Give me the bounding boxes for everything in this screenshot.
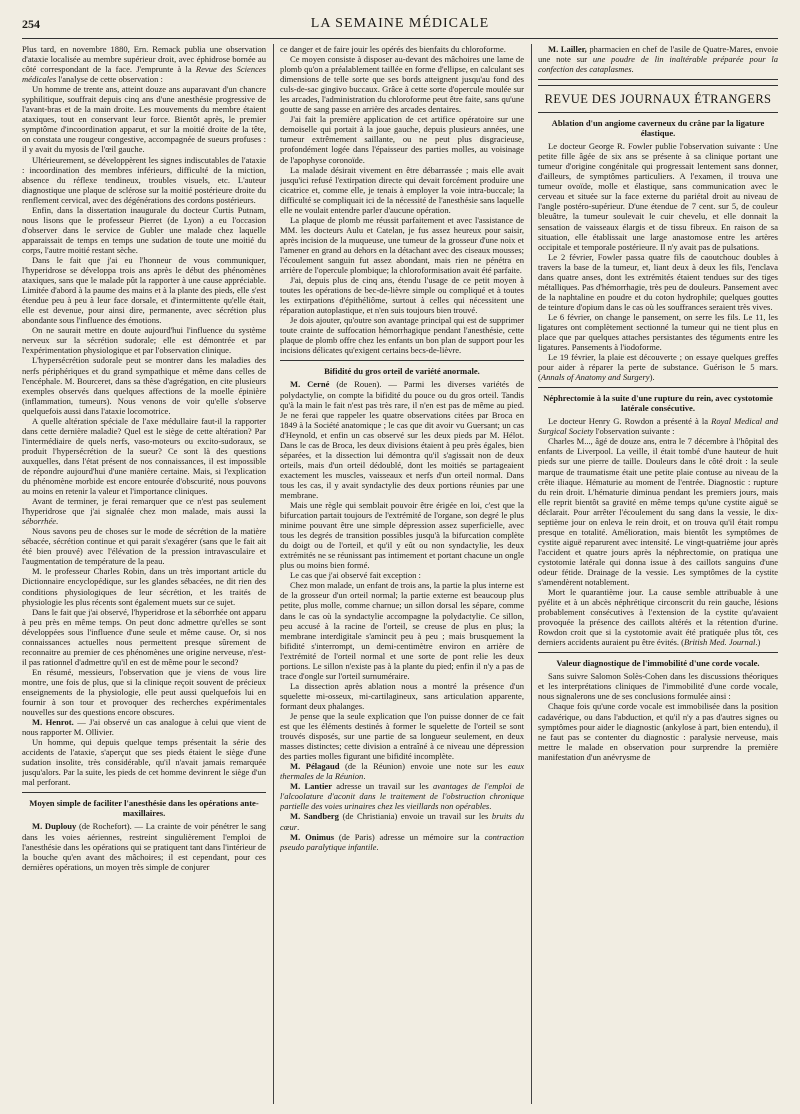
paragraph: En résumé, messieurs, l'observation que je viens de vous lire montre, une fois de plus, que si la clinique reçoit souvent de précieux enseignements de la physiologie, elle peut aussi quelquefois lui en fournir à son tour et provoquer des recherches expérimentales nouvelles sur des questions encore obscures. xyxy=(22,666,266,718)
column-divider xyxy=(273,44,274,1104)
paragraph: Charles M..., âgé de douze ans, entra le 7 décembre à l'hôpital des enfants de Liverpool. La veille, il était tombé d'une hauteur de huit pieds sur une pierre de taille. Douleurs dans le côté droit : la seule marque de traumatisme était une petite plaie contuse au niveau de la crête iliaque. Hématurie au moment de l'entrée. Diagnostic : rupture du rein droit. L'hématurie diminua pendant les premiers jours, mais elle reprit bientôt sa gravité en même temps qu'une cystite aiguë se déclarait. Pour arrêter l'écoulement du sang dans la vessie, le dix-septième jour on enleva le rein droit, et on trouva qu'il était rompu presque en totalité. Amélioration, mais bientôt les symptômes de cystite aiguë reparurent avec intensité. Le vingt-quatrième jour après l'accident et quatre jours après la néphrectomie, on pratiqua une cystotomie latérale qui donna issue à des caillots sanguins d'une odeur fétide. Drainage de la vessie. Les symptômes de la cystite s'amendèrent notablement. xyxy=(538,436,778,588)
paragraph: Avant de terminer, je ferai remarquer que ce n'est pas seulement l'hyperidrose que j'ai signalée chez mon malade, mais aussi la séborrhée. xyxy=(22,496,266,527)
paragraph: Le 19 février, la plaie est découverte ; on essaye quelques greffes pour aider à réparer la perte de substance. Guérison le 5 mars. (Annals of Anatomy and Surgery). xyxy=(538,352,778,383)
paragraph: Enfin, dans la dissertation inaugurale du docteur Curtis Putnam, nous lisons que le professeur Pierret (de Lyon) a eu l'occasion d'observer dans le service de Gubler une malade chez laquelle apparaissait de temps en temps une sudation de toute une moitié du corps, l'autre moitié restant sèche. xyxy=(22,204,266,255)
section-divider xyxy=(538,112,778,113)
paragraph: Plus tard, en novembre 1880, Ern. Remack publia une observation d'ataxie localisée au membre supérieur droit, avec éphidrose bornée au côté correspondant de la face. J'emprunte à la Revue des Sciences médicales l'analyse de cette observation : xyxy=(22,44,266,85)
paragraph: Chaque fois qu'une corde vocale est immobilisée dans la position cadavérique, ou dans l'abduction, et qu'il n'y a pas d'autres signes ou symptômes pour aider le diagnostic (ankylose à part, bien entendu), il ne faut pas se contenter du diagnostic : paralysie nerveuse, mais mettre le malade en observation pour surprendre la première manifestation d'un anévrysme de xyxy=(538,701,778,762)
paragraph: On ne saurait mettre en doute aujourd'hui l'influence du système nerveux sur la sécrétion sudorale; elle est démontrée et par l'expérimentation physiologique et par l'observation clinique. xyxy=(22,325,266,356)
paragraph: M. Pélagaud (de la Réunion) envoie une note sur les eaux thermales de la Réunion. xyxy=(280,761,524,782)
author-name: M. Cerné xyxy=(290,379,330,390)
paragraph: Nous savons peu de choses sur le mode de sécrétion de la matière sébacée, sécrétion continue et qui parait s'exagérer (sans que le fait ait été bien prouvé) avec l'élévation de la pression intravasculaire et l'augmentation de température de la peau. xyxy=(22,526,266,567)
section-heading: Bifidité du gros orteil de variété anormale. xyxy=(324,366,480,377)
author-name: M. Lantier xyxy=(290,781,332,792)
journal-title: LA SEMAINE MÉDICALE xyxy=(310,16,490,31)
paragraph: M. Henrot. — J'ai observé un cas analogue à celui que vient de nous rapporter M. Ollivier. xyxy=(22,717,266,738)
paragraph: Le docteur George R. Fowler publie l'observation suivante : Une petite fille âgée de six ans se présente à sa clinique portant une tumeur d'origine congénitale qui progressait lentement sans donner, d'ailleurs, de symptômes particuliers. A l'examen, il trouva une tumeur ovoïde, molle et élastique, sans communication avec le cerveau et située sur la face externe du pariétal droit au niveau de l'angle postéro-supérieur. D'une étendue de 7 cent. sur 5, de couleur bleuâtre, la tumeur soulevait le cuir chevelu, et elle donnait la sensation de vaisseaux élargis et de tissu fibreux. En raison de sa situation, elle établissait une large anastomose entre les artères occipitale et temporale postérieure. Il n'y avait pas de pulsations. xyxy=(538,141,778,252)
section-heading: Valeur diagnostique de l'immobilité d'une corde vocale. xyxy=(556,658,760,669)
paragraph: Mais une règle qui semblait pouvoir être érigée en loi, c'est que la bifurcation partait toujours de l'extrémité de l'organe, son degré le plus minime pouvant être une simple dépression assez superficielle, avec tous les degrés de transition possibles jusqu'à la bifurcation complète du doigt ou de l'orteil, et qu'il y eût ou non syndactylie, les deux extrémités ne se réunissant pas intimement et portant chacune un ongle plus ou moins bien formé. xyxy=(280,500,524,571)
paragraph: Chez mon malade, un enfant de trois ans, la partie la plus interne est de la grosseur d'un orteil normal; la partie externe est beaucoup plus petite, plus molle, comme charnue; un sillon dorsal les sépare, comme dans le cas où la syndactylie accompagne la polydactylie. Ce sillon, peu accusé à la racine de l'orteil, se creuse de plus en plus; la membrane interdigitale s'amincit peu à peu ; mais brusquement la bifidité s'interrompt, un demi-centimètre environ en arrière de l'extrémité de l'orteil normal et une sorte de pont relie les deux portions. Le sillon n'existe pas à la plante du pied; enfin il n'y a pas de trace d'ongle sur l'orteil surnuméraire. xyxy=(280,580,524,681)
paragraph: ce danger et de faire jouir les opérés des bienfaits du chloroforme. xyxy=(280,44,506,54)
paragraph: J'ai fait la première application de cet artifice opératoire sur une demoiselle qui portait à la joue gauche, depuis plusieurs années, une tumeur extrêmement saillante, ou ne peut plus disgracieuse, profondément logée dans l'épaisseur des parties molles, au voisinage de l'apophyse coronoïde. xyxy=(280,114,524,165)
paragraph: M. Lantier adresse un travail sur les avantages de l'emploi de l'alcoolature d'aconit dans le traitement de l'obstruction chronique partielle des voies urinaires chez les vieillards non opérables. xyxy=(280,781,524,812)
section-divider xyxy=(538,79,778,80)
author-name: M. Onimus xyxy=(290,831,335,842)
paragraph: Le cas que j'ai observé fait exception : xyxy=(290,570,421,581)
paragraph: Sans suivre Salomon Solès-Cohen dans les discussions théoriques et les interprétations cliniques de l'immobilité d'une corde vocale, nous signalerons une de ses conclusions formulée ainsi : xyxy=(538,671,778,702)
paragraph: Le 6 février, on change le pansement, on serre les fils. Le 11, les ligatures ont complètement sectionné la tumeur qui ne tient plus en place que par quelques attaches persistantes des téguments entre les ligatures. Pansements à l'iodoforme. xyxy=(538,311,778,353)
paragraph: La plaque de plomb me réussit parfaitement et avec l'assistance de MM. les docteurs Aulu et Catelan, je fus assez heureux pour saisir, après incision de la muqueuse, une tumeur de la grosseur d'une noix et l'amener en grand au dehors en la détachant avec des ciseaux mousses; l'écoulement sanguin fut assez abondant, mais rien ne pénétra en arrière de l'opercule plombique; la chloroformisation avait été parfaite. xyxy=(280,214,524,276)
section-divider xyxy=(280,360,524,361)
paragraph: Je dois ajouter, qu'outre son avantage principal qui est de supprimer toute crainte de suffocation hémorrhagique pendant l'anesthésie, cette plaque de plomb offre chez les enfants un bon plan de support pour les incisions délicates qu'exigent certains becs-de-lièvre. xyxy=(280,315,524,356)
section-title: REVUE DES JOURNAUX ÉTRANGERS xyxy=(544,92,772,107)
paragraph: M. Onimus (de Paris) adresse un mémoire sur la contraction pseudo paralytique infantile. xyxy=(280,831,524,852)
section-heading: Moyen simple de faciliter l'anesthésie dans les opérations ante-maxillaires. xyxy=(29,798,259,819)
paragraph: M. le professeur Charles Robin, dans un très important article du Dictionnaire encyclopédique, sur les glandes sébacées, ne dit rien des conditions physiologiques de leur sécrétion, et les traités de physiologie les plus récents sont également muets sur ce sujet. xyxy=(22,566,266,607)
paragraph: M. Duplouy (de Rochefort). — La crainte de voir pénétrer le sang dans les voies aériennes, restreint singulièrement l'emploi de l'anesthésie dans les opérations qui se pratiquent tant dans l'intérieur de la bouche qu'en avant des mâchoires; il est cependant, pour ces dernières opérations, un moyen très simple de conjurer xyxy=(22,821,266,872)
paragraph: Un homme de trente ans, atteint douze ans auparavant d'un chancre syphilitique, souffrait depuis cinq ans d'une anesthésie progressive de l'avant-bras et de la main droite. Les mouvements du membre étaient ataxiques, tout en conservant leur force. Bientôt après, le premier symptôme d'incoordination apparut, et sur la moitié droite de la tête, on constata une rougeur congestive, accompagnée de sueurs profuses : il y avait du myosis de l'œil gauche. xyxy=(22,84,266,155)
author-name: M. Duplouy xyxy=(32,821,77,832)
paragraph: Mort le quarantième jour. La cause semble attribuable à une pyélite et à un abcès néphrétique circonscrit du rein gauche, lésions probablement consécutives à l'extension de la cystite qu'avaient provoquée la présence des caillots altérés et la rétention d'urine. Rowdon croit que si la cystotomie avait été pratiquée plus tôt, ces derniers accidents auraient pu être évités. (British Med. Journal.) xyxy=(538,587,778,648)
paragraph: J'ai, depuis plus de cinq ans, étendu l'usage de ce petit moyen à toutes les opérations de bec-de-lièvre simple ou compliqué et à toutes les extirpations d'épithéliôme, surtout à celles qui nécessitent une réparation autoplastique, et n'en suis toujours bien trouvé. xyxy=(280,275,524,316)
column-divider xyxy=(531,44,532,1104)
paragraph: M. Cerné (de Rouen). — Parmi les diverses variétés de polydactylie, on compte la bifidité du pouce ou du gros orteil. Tandis qu'à la main le fait n'est pas très rare, il n'en est pas de même au pied. Je ne ferai que rappeler les quatre observations citées par Broca en 1849 à la Société anatomique ; le cas que dit avoir vu Guersant; un cas d'Heynold, et enfin un cas observé sur les deux pieds par M. Hélot. Dans le cas de Broca, les deux divisions étaient à peu près égales, bien séparées, et la dissection lui démontra qu'il s'agissait non de deux orteils, mais d'un orteil dédoublé, dont les moitiés se partageaient exactement les muscles, vaisseaux et nerfs d'un orteil normal. Dans tous les cas, il y avait syndactylie des deux portions réunies par une membrane. xyxy=(280,379,524,500)
header-rule xyxy=(22,38,778,39)
author-name: M. Pélagaud xyxy=(290,761,340,772)
paragraph: Le docteur Henry G. Rowdon a présenté à la Royal Medical and Surgical Society l'observation suivante : xyxy=(538,416,778,437)
author-name: M. Sandberg xyxy=(290,811,339,822)
column-left xyxy=(22,44,266,1104)
paragraph: La malade désirait vivement en être débarrassée ; mais elle avait jusqu'ici refusé l'extirpation directe qui devait forcément produire une cicatrice et, comme elle, je tenais à employer la voie intra-buccale; la difficulté se compliquait ici de la nécessité de l'anesthésie sans laquelle elle ne voulait entendre parler d'aucune opération. xyxy=(280,164,524,215)
section-divider xyxy=(538,652,778,653)
paragraph: A quelle altération spéciale de l'axe médullaire faut-il la rapporter dans cette dernière maladie? Quel est le siège de cette altération? Par l'intermédiaire de quels nerfs, vaso-moteurs ou excito-sudoraux, se produit l'hypersécrétion de la sueur? Ce sont là des questions auxquelles, dans l'état présent de nos connaissances, il est impossible de répondre aujourd'hui d'une manière certaine. Mais, si l'explication du phénomène morbide est encore entourée d'obscurité, nous pouvons au moins en retenir la valeur et l'importance cliniques. xyxy=(22,415,266,497)
section-divider xyxy=(22,792,266,793)
section-heading: Néphrectomie à la suite d'une rupture du rein, avec cystotomie latérale consécutive. xyxy=(543,393,773,414)
running-header xyxy=(22,14,778,36)
page-number: 254 xyxy=(22,17,40,31)
column-middle xyxy=(280,44,524,1104)
paragraph: Dans le fait que j'ai eu l'honneur de vous communiquer, l'hyperidrose se développa trois ans après le début des phénomènes ataxiques, sans que le malade pût la rapporter à une cause appréciable. Limitée d'abord à la paume des mains et à la plante des pieds, elle s'est étendue peu à peu à leur face dorsale, et d'intermittente qu'elle était, elle est devenue, pour ainsi dire, permanente, avec sécrétion plus abondante sous l'influence des émotions. xyxy=(22,254,266,326)
paragraph: Ultérieurement, se développèrent les signes indiscutables de l'ataxie : incoordination des membres inférieurs, difficulté de la miction, absence du réflexe tendineux, troubles visuels, etc. L'auteur diagnostique une plaque de sclérose sur la moitié postérieure droite du renflement cervical, avec des dégénérations des cordons postérieurs. xyxy=(22,154,266,205)
paragraph: Le 2 février, Fowler passa quatre fils de caoutchouc doubles à travers la base de la tumeur, et, liant deux à deux les fils, l'enclava dans quatre anses, dont les extrémités étaient tendues sur des tiges métalliques. Pas d'hémorrhagie, très peu de douleurs. Pansement avec de la naphtaline en poudre et du coton hydrophile; quelques gouttes de teinture d'opium dans le cas où les souffrances seraient très vives. xyxy=(538,251,778,312)
author-name: M. Henrot. xyxy=(32,717,74,728)
paragraph: Ce moyen consiste à disposer au-devant des mâchoires une lame de plomb qu'on a préalablement taillée en forme d'ellipse, en calculant ses dimensions de telle sorte que ses bords atteignent jusqu'au fond des culs-de-sac gingivo buccaux. Grâce à cette sorte d'opercule moulée sur les arcades, l'administration du chloroforme peut être faite, sans qu'une goutte de sang passe en arrière des arcades dentaires. xyxy=(280,54,524,115)
section-heading: Ablation d'un angiome caverneux du crâne par la ligature élastique. xyxy=(551,118,765,139)
paragraph: Je pense que la seule explication que l'on puisse donner de ce fait est que les éléments destinés à former le squelette de l'orteil se sont trouvés disposés, sur une partie de sa longueur seulement, en deux masses distinctes; cette division a entraîné à ce niveau une dépression des parties molles figurant une bifidité incomplète. xyxy=(280,711,524,762)
paragraph: M. Lailler, pharmacien en chef de l'asile de Quatre-Mares, envoie une note sur une poudre de lin inaltérable préparée pour la confection des cataplasmes. xyxy=(538,44,778,75)
section-divider xyxy=(538,85,778,86)
paragraph: Un homme, qui depuis quelque temps présentait la série des accidents de l'ataxie, s'aperçut que ses pieds étaient le siège d'une sudation insolite, très considérable, qu'il n'avait jamais remarquée jusqu'alors. Par la suite, les pieds de cet homme devinrent le siège d'un mal perforant. xyxy=(22,737,266,788)
column-right xyxy=(538,44,778,1104)
paragraph: L'hypersécrétion sudorale peut se montrer dans les maladies des nerfs périphériques et du grand sympathique et même dans celles de l'encéphale. M. Bourceret, dans sa thèse d'agrégation, en cite plusieurs exemples observés dans quelques affections de la moelle épinière (inflammation, tumeurs). Nous venons de voir qu'elle s'observe quelquefois aussi dans l'ataxie locomotrice. xyxy=(22,355,266,416)
paragraph: La dissection après ablation nous a montré la présence d'un squelette mi-osseux, mi-cartilagineux, sans articulation apparente, formant deux phalanges. xyxy=(280,680,524,711)
section-divider xyxy=(538,387,778,388)
author-name: M. Lailler, xyxy=(548,44,587,54)
paragraph: Dans le fait que j'ai observé, l'hyperidrose et la séborrhée ont apparu à peu près en même temps. On peut donc admettre qu'elles se sont développées sous l'influence d'une seule et même cause. Or, si nos connaissances actuelles nous permettent presque sûrement de reconnaitre au premier de ces phénomènes une origine nerveuse, n'est-il pas rationnel d'admettre qu'il en est de même pour le second? xyxy=(22,606,266,667)
paragraph: M. Sandberg (de Christiania) envoie un travail sur les bruits du cœur. xyxy=(280,811,524,832)
